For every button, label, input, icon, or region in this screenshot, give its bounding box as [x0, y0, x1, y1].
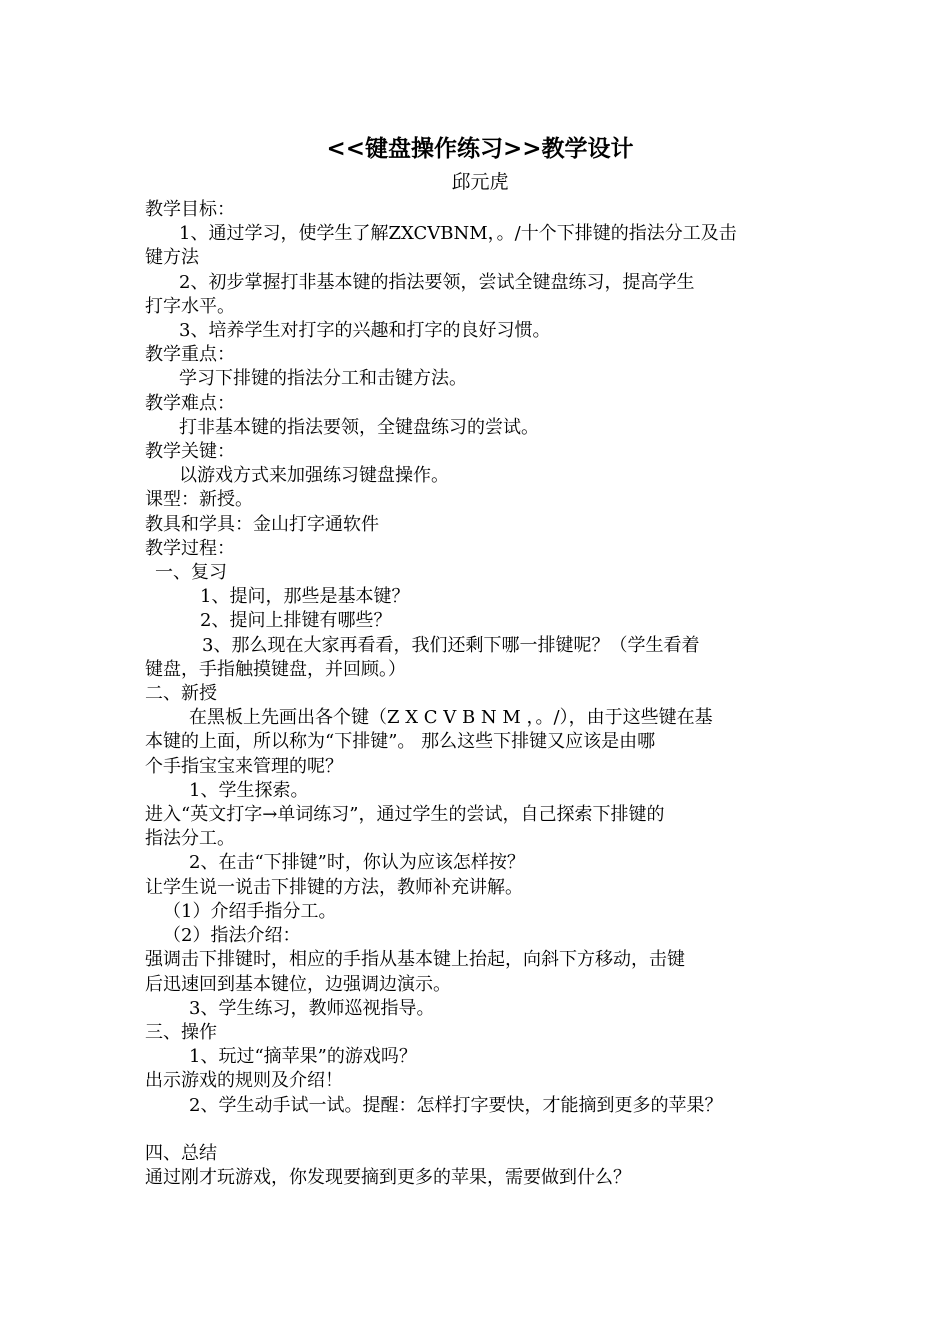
paragraph-line: 打字水平。: [145, 295, 235, 317]
paragraph-line: 后迅速回到基本键位，边强调边演示。: [145, 973, 451, 995]
section-heading: 教学过程：: [145, 537, 235, 559]
paragraph-line: 3、培养学生对打字的兴趣和打字的良好习惯。: [179, 320, 551, 342]
paragraph-line: 1、通过学习，使学生了解ZXCVBNM，。/十个下排键的指法分工及击: [179, 223, 737, 245]
paragraph-line: 出示游戏的规则及介绍！: [145, 1070, 343, 1092]
paragraph-line: 打非基本键的指法要领，全键盘练习的尝试。: [179, 416, 539, 438]
paragraph-line: 2、初步掌握打非基本键的指法要领，尝试全键盘练习，提高学生: [179, 271, 695, 293]
paragraph-line: 键盘，手指触摸键盘，并回顾。）: [145, 658, 406, 680]
paragraph-line: 课型：新授。: [145, 489, 253, 511]
paragraph-line: 2、在击“下排键”时，你认为应该怎样按？: [189, 852, 525, 874]
paragraph-line: 学习下排键的指法分工和击键方法。: [179, 368, 467, 390]
paragraph-line: （1）介绍手指分工。: [163, 900, 337, 922]
paragraph-line: 让学生说一说击下排键的方法，教师补充讲解。: [145, 876, 523, 898]
paragraph-line: 个手指宝宝来管理的呢？: [145, 755, 343, 777]
paragraph-line: 本键的上面，所以称为“下排键”。 那么这些下排键又应该是由哪: [145, 731, 656, 753]
paragraph-line: 2、学生动手试一试。提醒：怎样打字要快，才能摘到更多的苹果？: [189, 1094, 723, 1116]
paragraph-line: 通过刚才玩游戏，你发现要摘到更多的苹果，需要做到什么？: [145, 1166, 631, 1188]
paragraph-line: 1、学生探索。: [189, 779, 309, 801]
paragraph-line: （2）指法介绍：: [163, 925, 301, 947]
author-name: 邱元虎: [451, 171, 509, 193]
section-heading: 教学重点：: [145, 344, 235, 366]
document-title: <<键盘操作练习>>教学设计: [326, 135, 634, 162]
paragraph-line: 1、玩过“摘苹果”的游戏吗？: [189, 1046, 417, 1068]
paragraph-line: 3、学生练习，教师巡视指导。: [189, 997, 435, 1019]
paragraph-line: 3、那么现在大家再看看，我们还剩下哪一排键呢？（学生看着: [202, 634, 700, 656]
paragraph-line: 键方法: [145, 247, 199, 269]
section-heading: 二、新授: [145, 683, 217, 705]
paragraph-line: 强调击下排键时，相应的手指从基本键上抬起，向斜下方移动，击键: [145, 949, 685, 971]
section-heading: 教学目标：: [145, 199, 235, 220]
section-heading: 四、总结: [145, 1142, 217, 1164]
section-heading: 教学难点：: [145, 392, 235, 414]
paragraph-line: 1、提问，那些是基本键？: [200, 586, 410, 608]
paragraph-line: 教具和学具：金山打字通软件: [145, 513, 379, 535]
paragraph-line: 以游戏方式来加强练习键盘操作。: [179, 465, 449, 487]
section-heading: 一、复习: [155, 562, 227, 584]
section-heading: 三、操作: [145, 1021, 217, 1043]
paragraph-line: 指法分工。: [145, 828, 235, 850]
paragraph-line: 在黑板上先画出各个键（Z X C V B N M ，。/），由于这些键在基: [189, 707, 713, 729]
section-heading: 教学关键：: [145, 441, 235, 463]
blank-line: [145, 1118, 825, 1142]
paragraph-line: 2、提问上排键有哪些？: [200, 610, 392, 632]
document-page: [145, 132, 825, 1190]
paragraph-line: 进入“英文打字→单词练习”，通过学生的尝试，自己探索下排键的: [145, 804, 665, 826]
